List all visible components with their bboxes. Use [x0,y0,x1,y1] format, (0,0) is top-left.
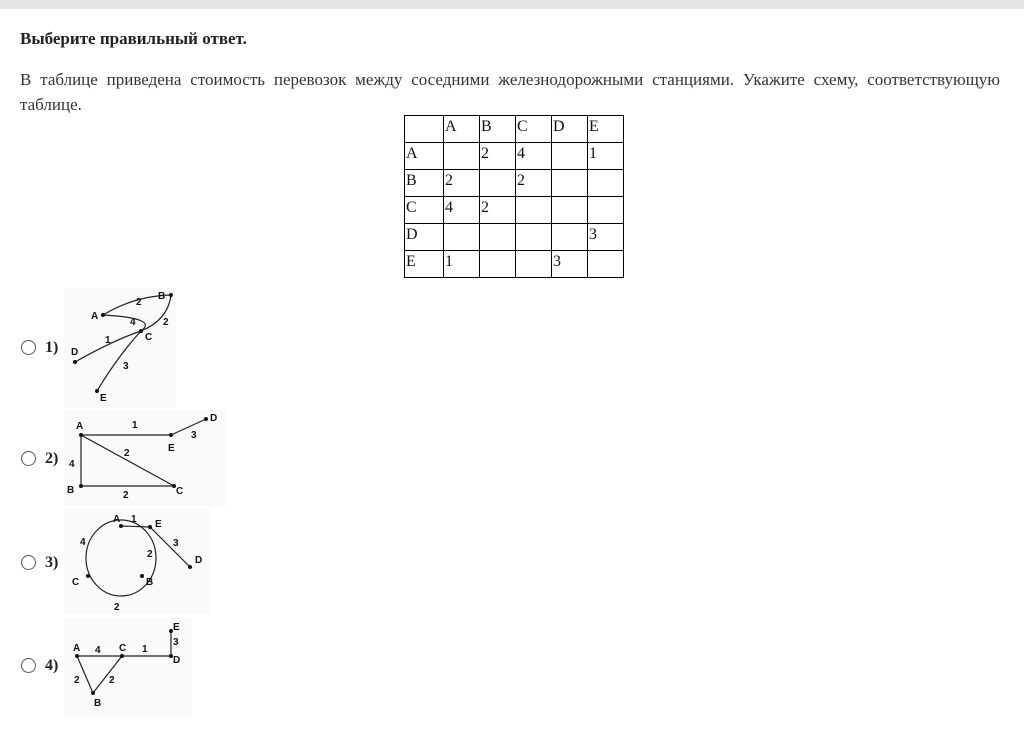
node-label: B [158,291,166,302]
node-label: A [76,421,84,432]
graph-edge [103,315,145,331]
graph-edge [171,419,206,435]
edge-weight: 1 [132,420,138,431]
edge-weight: 4 [130,317,136,328]
table-cell [480,170,516,197]
graph-node [101,313,105,317]
table-cell: 2 [480,143,516,170]
table-row [405,251,624,278]
table-cell [552,197,588,224]
table-cell: 2 [516,170,552,197]
edge-weight: 4 [95,645,101,656]
graph-node [75,654,79,658]
graph-node [86,574,90,578]
graph-node [79,484,83,488]
top-bar [0,0,1024,9]
table-cell [516,224,552,251]
table-cell [552,170,588,197]
edge-weight: 3 [173,637,179,648]
graph-edge [81,435,174,486]
node-label: E [168,443,175,454]
option-2-diagram [64,410,226,506]
edge-weight: 1 [131,514,137,525]
table-cell: 3 [552,251,588,278]
node-label: D [210,413,218,424]
table-row [405,224,624,251]
table-cell: 4 [444,197,480,224]
table-header-row [405,116,624,143]
graph-node [91,691,95,695]
graph-node [73,360,77,364]
option-4-diagram [64,618,192,716]
table-cell [588,251,624,278]
table-cell [480,224,516,251]
graph-node [95,389,99,393]
node-label: D [195,555,203,566]
node-label: C [145,332,153,343]
option-label: 1) [45,339,59,356]
edge-weight: 2 [109,675,115,686]
node-label: B [146,577,154,588]
table-row [405,170,624,197]
node-label: C [72,577,80,588]
graph-edge [93,656,122,693]
node-label: B [94,698,102,709]
edge-weight: 3 [173,538,179,549]
table-cell: 4 [516,143,552,170]
table-cell [552,224,588,251]
option-label: 4) [45,657,59,674]
edge-weight: 2 [147,549,153,560]
table-cell: A [405,143,444,170]
table-cell: 1 [444,251,480,278]
table-cell [588,197,624,224]
node-label: B [67,485,75,496]
node-label: E [155,519,162,530]
table-cell: 1 [588,143,624,170]
option-label: 2) [45,450,59,467]
graph-node [169,293,173,297]
graph-node [139,329,143,333]
edge-weight: 3 [191,430,197,441]
table-cell [444,143,480,170]
table-cell: B [405,170,444,197]
radio-button[interactable] [21,451,36,466]
table-cell: 2 [444,170,480,197]
node-label: A [113,514,121,525]
graph-edge [121,526,150,527]
graph-node [188,565,192,569]
table-cell [552,143,588,170]
table-row [405,143,624,170]
table-cell: A [444,116,480,143]
edge-weight: 1 [142,644,148,655]
table-cell: C [405,197,444,224]
graph-node [79,433,83,437]
node-label: A [91,311,99,322]
edge-weight: 2 [163,317,169,328]
question-text: В таблице приведена стоимость перевозок между соседними железнодорожными станциями. Укажите схему, соответствующую таблице. [20,70,1000,114]
radio-button[interactable] [21,340,36,355]
radio-button[interactable] [21,555,36,570]
edge-weight: 2 [136,297,142,308]
table-cell: D [405,224,444,251]
node-label: E [100,393,107,404]
node-label: C [176,486,184,497]
table-cell: E [405,251,444,278]
graph-node [169,433,173,437]
table-cell: D [552,116,588,143]
question-title: Выберите правильный ответ. [20,29,247,48]
option-label: 3) [45,554,59,571]
table-cell [480,251,516,278]
graph-node [140,574,144,578]
table-cell: C [516,116,552,143]
node-label: D [71,347,79,358]
edge-weight: 2 [114,602,120,613]
edge-weight: 3 [123,361,129,372]
table-cell [444,224,480,251]
table-cell: 2 [480,197,516,224]
graph-node [204,417,208,421]
option-3-diagram [64,508,210,614]
cost-table [404,115,624,278]
node-label: C [119,643,127,654]
graph-node [120,654,124,658]
edge-weight: 2 [123,490,129,501]
table-cell: 3 [588,224,624,251]
edge-weight: 2 [124,448,130,459]
table-cell [588,170,624,197]
table-cell: E [588,116,624,143]
edge-weight: 4 [80,537,86,548]
node-label: E [173,622,180,633]
table-cell [405,116,444,143]
option-1-diagram [64,288,176,408]
table-cell: B [480,116,516,143]
edge-weight: 2 [74,675,80,686]
edge-weight: 4 [69,459,75,470]
table-row [405,197,624,224]
table-cell [516,251,552,278]
node-label: D [173,655,181,666]
graph-node [148,525,152,529]
node-label: A [73,643,81,654]
edge-weight: 1 [105,335,111,346]
radio-button[interactable] [21,658,36,673]
table-cell [516,197,552,224]
